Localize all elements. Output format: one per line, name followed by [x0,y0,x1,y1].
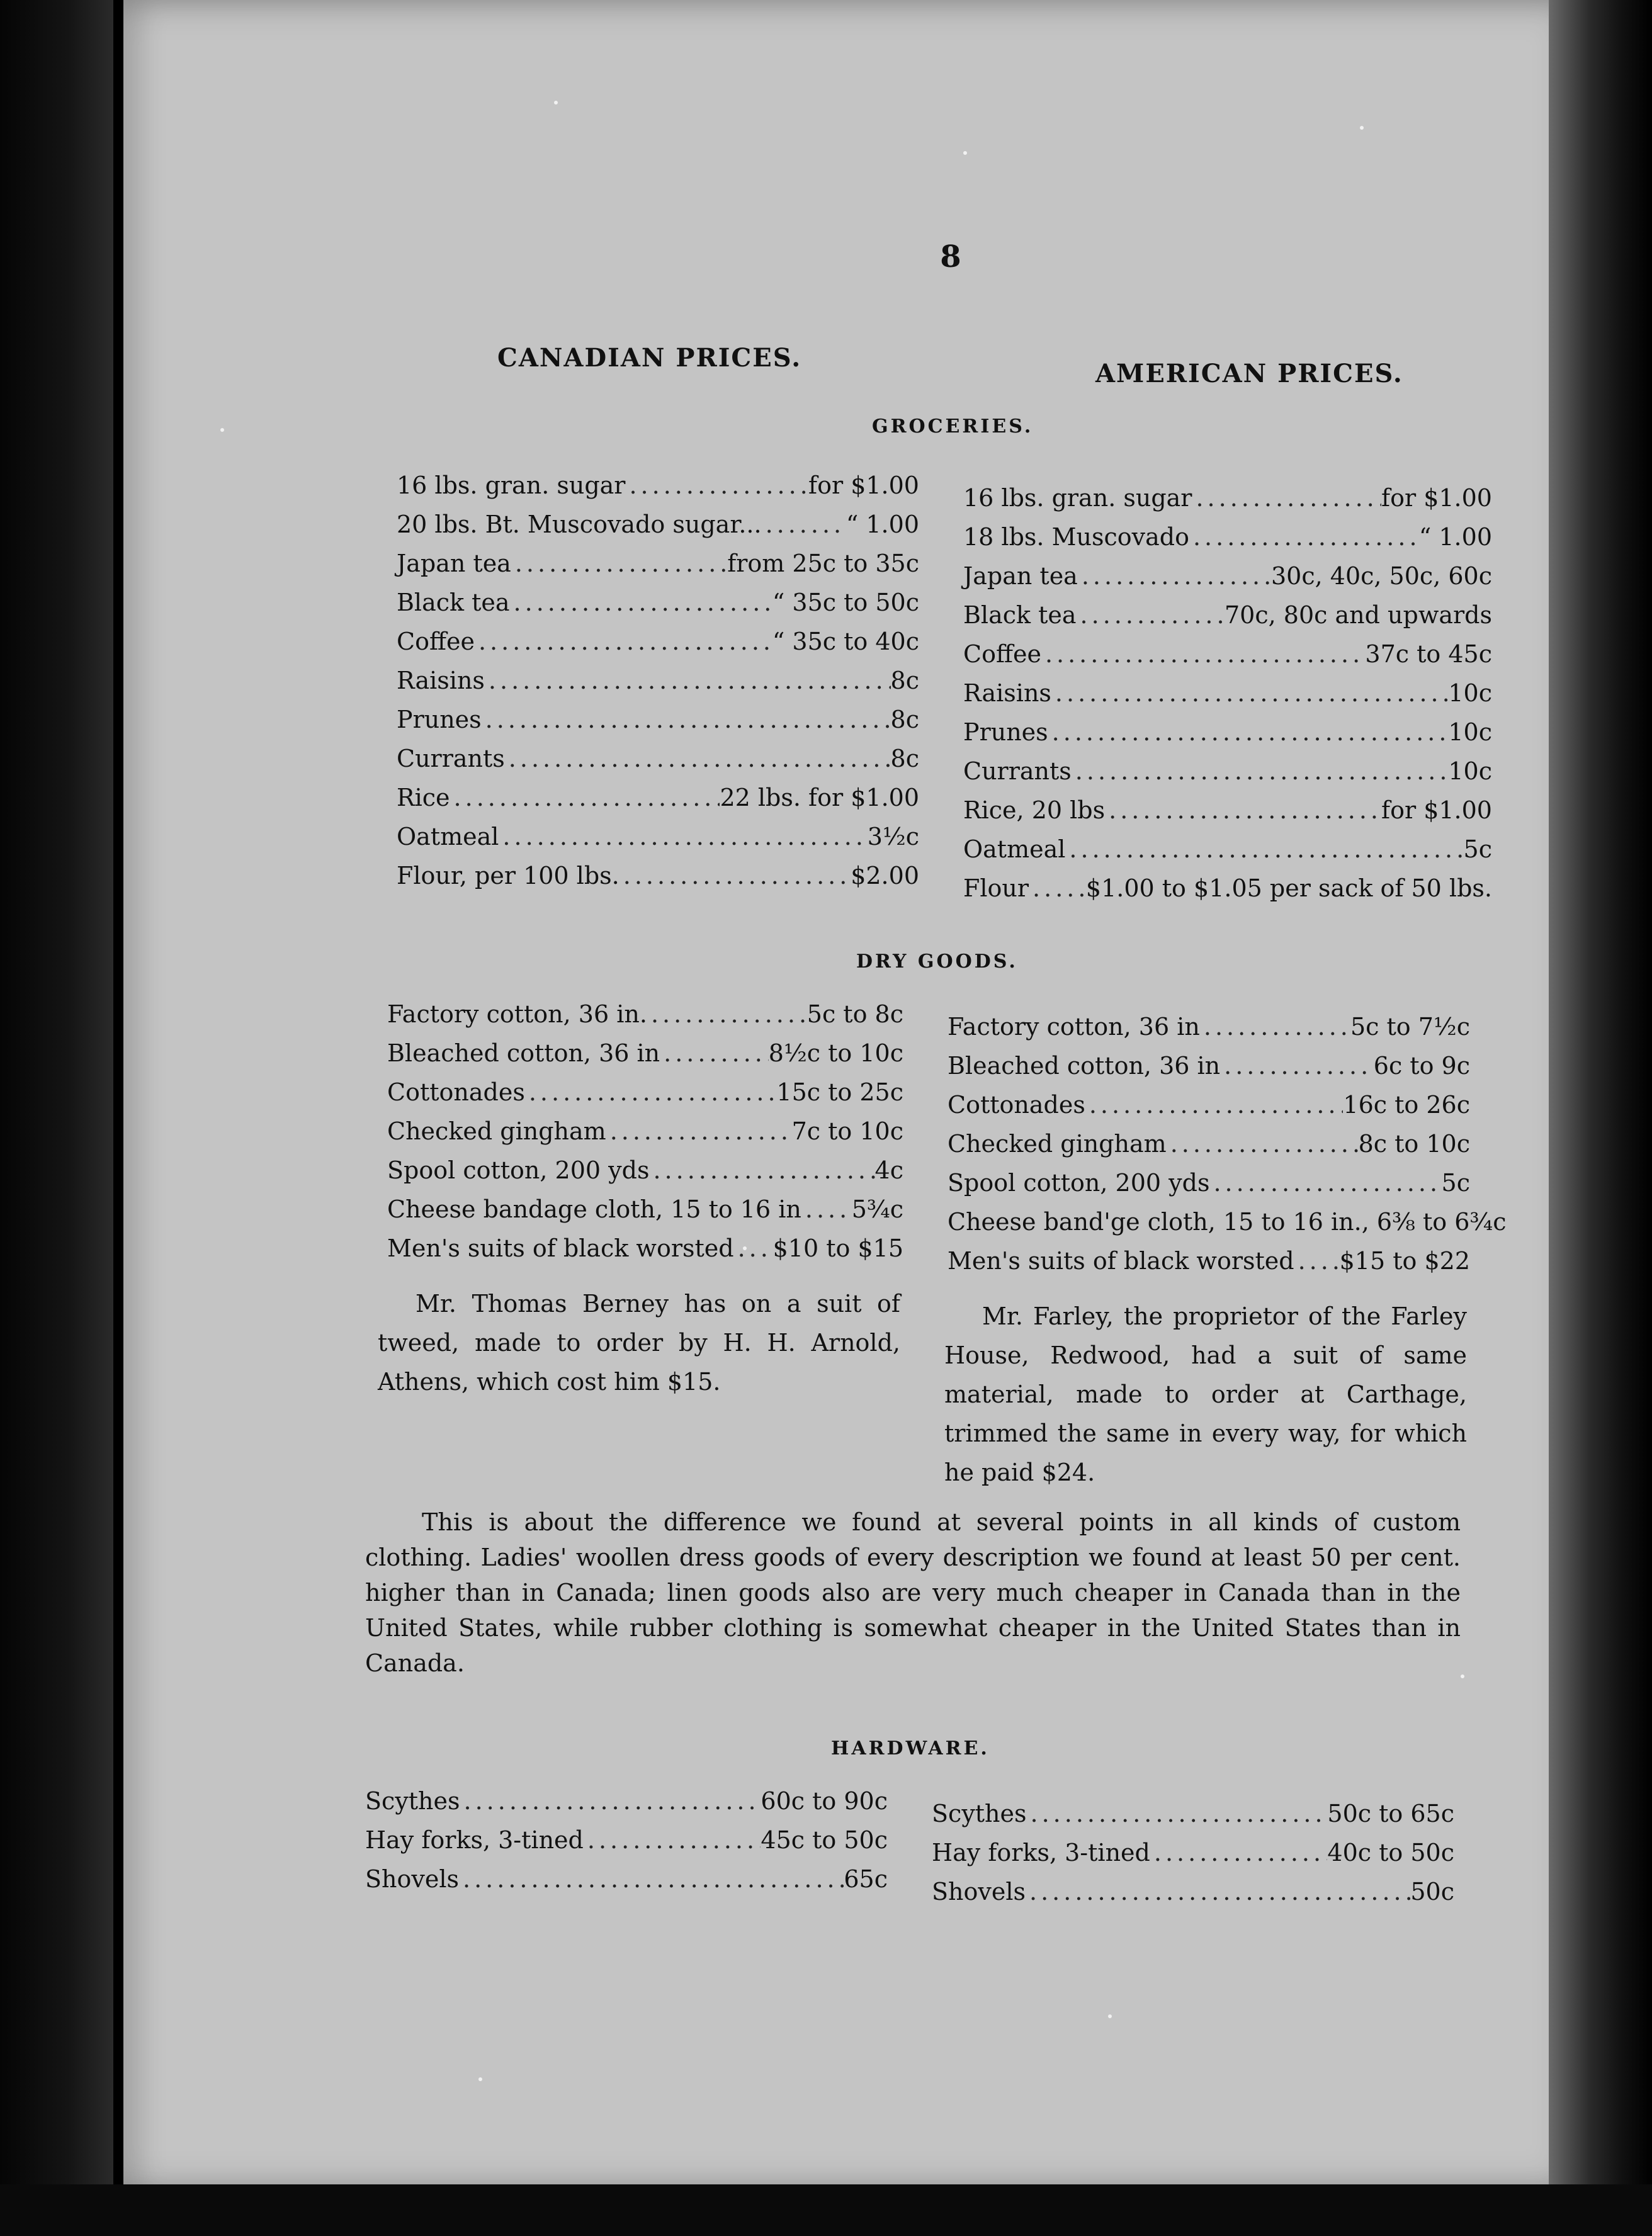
item-label: Rice, 20 lbs [963,796,1106,824]
grocery-row-american [963,869,1492,908]
item-label: Cottonades [948,1091,1085,1119]
item-price: 10c [1448,757,1492,785]
item-label: Spool cotton, 200 yds [387,1156,650,1184]
item-label: Scythes [365,1787,460,1815]
dry-goods-row-canadian [387,1112,903,1151]
item-price: 16c to 26c [1343,1091,1470,1119]
dot-leader [1078,556,1271,596]
item-label: Currants [963,757,1072,785]
item-label: Men's suits of black worsted [948,1247,1294,1275]
item-price: for $1.00 [1381,484,1492,512]
item-price: 5¾c [851,1195,903,1223]
dot-leader [525,1073,777,1112]
item-label: Checked gingham [948,1130,1167,1158]
dot-leader [1085,1085,1344,1124]
grocery-row-american [963,752,1492,791]
dot-leader [620,856,851,895]
item-price: 6c to 9c [1373,1052,1470,1080]
dot-leader [1220,1046,1374,1085]
item-label: Factory cotton, 36 in [948,1013,1200,1041]
dry-goods-row-american [948,1241,1470,1280]
dot-leader [734,1229,773,1268]
hardware-heading: HARDWARE. [831,1737,990,1759]
dot-leader [801,1190,852,1229]
grocery-row-american [963,713,1492,752]
dot-leader [1072,752,1449,791]
item-label: Black tea [397,589,510,616]
item-price: $1.00 to $1.05 per sack of 50 lbs. [1085,874,1492,902]
grocery-row-canadian [397,778,919,817]
dry-goods-row-canadian [387,1229,903,1268]
dot-leader [510,583,772,622]
dot-leader [1200,1007,1350,1046]
item-price: “ 35c to 40c [772,628,919,655]
item-price: 5c [1463,835,1492,863]
item-price: 60c to 90c [761,1787,888,1815]
item-price: $15 to $22 [1339,1247,1470,1275]
dot-leader [482,700,891,739]
item-label: Japan tea [397,550,511,577]
canadian-suit-note: Mr. Thomas Berney has on a suit of tweed, made to order by H. H. Arnold, Athens, which cost him $15. [378,1290,900,1396]
dust-speck [963,151,967,155]
item-label: Rice [397,784,450,811]
dot-leader [1105,791,1381,830]
dot-leader [762,505,846,544]
dot-leader [505,739,891,778]
hardware-row-american [932,1833,1454,1872]
item-price: 8c to 10c [1358,1130,1470,1158]
dry-goods-row-american [948,1202,1507,1241]
item-label: Shovels [932,1878,1026,1906]
item-price: for $1.00 [808,471,919,499]
item-label: Scythes [932,1800,1027,1827]
grocery-row-american [963,791,1492,830]
item-label: Bleached cotton, 36 in [387,1039,660,1067]
item-price: 10c [1448,718,1492,746]
dust-speck [1461,1674,1464,1678]
dust-speck [1360,126,1364,130]
item-price: $10 to $15 [772,1234,903,1262]
page-number: 8 [940,239,961,274]
item-price: from 25c to 35c [727,550,919,577]
item-price: 50c to 65c [1327,1800,1454,1827]
dot-leader [1189,517,1419,556]
item-price: 5c to 8c [806,1000,903,1028]
item-label: Men's suits of black worsted [387,1234,734,1262]
grocery-row-canadian [397,583,919,622]
dot-leader [450,778,720,817]
item-label: Currants [397,745,505,772]
dry-goods-american-list [948,1007,1507,1280]
scan-left-margin [0,0,113,2236]
dry-goods-row-canadian [387,1073,903,1112]
dot-leader [485,661,891,700]
item-price: “ 35c to 50c [772,589,919,616]
item-price: “ 1.00 [1418,523,1492,551]
grocery-row-canadian [397,505,919,544]
grocery-row-american [963,674,1492,713]
american-suit-note: Mr. Farley, the proprietor of the Farley House, Redwood, had a suit of same material, made to order at Carthage, trimmed the same in every way, for which he paid $24. [944,1302,1467,1486]
grocery-row-american [963,830,1492,869]
item-label: Spool cotton, 200 yds [948,1169,1210,1197]
item-label: 18 lbs. Muscovado [963,523,1189,551]
item-label: Flour, per 100 lbs. [397,862,620,889]
grocery-row-canadian [397,466,919,505]
hardware-row-canadian [365,1860,888,1899]
hardware-row-canadian [365,1781,888,1821]
hardware-row-canadian [365,1821,888,1860]
dry-goods-heading: DRY GOODS. [856,951,1018,973]
dot-leader [1029,869,1086,908]
grocery-row-canadian [397,739,919,778]
dot-leader [1041,635,1365,674]
dry-goods-row-canadian [387,995,903,1034]
item-price: 10c [1448,679,1492,707]
grocery-row-american [963,596,1492,635]
dry-goods-row-american [948,1046,1470,1085]
dot-leader [647,995,807,1034]
dry-goods-row-american [948,1007,1470,1046]
groceries-canadian-list [397,466,919,895]
dot-leader [1209,1163,1441,1202]
dry-goods-row-american [948,1163,1470,1202]
item-price: 8c [890,667,919,694]
dot-leader [660,1034,769,1073]
item-label: Oatmeal [963,835,1066,863]
item-label: Prunes [397,706,482,733]
dot-leader [584,1821,761,1860]
dot-leader [1027,1794,1328,1833]
item-label: Raisins [397,667,485,694]
dot-leader [1051,674,1448,713]
item-price: 7c to 10c [791,1117,903,1145]
item-label: Coffee [963,640,1041,668]
item-price: 50c [1410,1878,1454,1906]
dot-leader [606,1112,792,1151]
grocery-row-american [963,478,1492,517]
item-label: Checked gingham [387,1117,606,1145]
item-label: Oatmeal [397,823,499,850]
item-price: for $1.00 [1381,796,1492,824]
grocery-row-canadian [397,817,919,856]
dry-goods-canadian-list [387,995,903,1268]
item-price: 37c to 45c [1365,640,1492,668]
grocery-row-american [963,635,1492,674]
canadian-prices-heading: CANADIAN PRICES. [497,343,802,373]
item-label: 20 lbs. Bt. Muscovado sugar... [397,511,762,538]
dry-goods-row-canadian [387,1190,903,1229]
dot-leader [459,1860,844,1899]
dry-goods-row-canadian [387,1151,903,1190]
item-price: 65c [844,1865,888,1893]
hardware-canadian-list [365,1781,888,1899]
hardware-row-american [932,1872,1454,1911]
dot-leader [1065,830,1463,869]
item-label: Flour [963,874,1029,902]
item-price: 8c [890,745,919,772]
dot-leader [1167,1124,1359,1163]
grocery-row-canadian [397,622,919,661]
grocery-row-canadian [397,544,919,583]
dust-speck [554,101,558,104]
dry-goods-row-american [948,1124,1470,1163]
dot-leader [1294,1241,1340,1280]
item-price: 30c, 40c, 50c, 60c [1270,562,1492,590]
grocery-row-canadian [397,661,919,700]
item-price: 5c [1441,1169,1470,1197]
item-label: Cheese band'ge cloth, 15 to 16 in., 6⅜ to 6¾c [948,1208,1507,1236]
dot-leader [1150,1833,1328,1872]
item-price: 15c to 25c [776,1078,903,1106]
dot-leader [1192,478,1381,517]
item-label: Coffee [397,628,475,655]
item-label: Japan tea [963,562,1078,590]
item-price: 4c [874,1156,903,1184]
dust-speck [478,2077,482,2081]
grocery-row-canadian [397,856,919,895]
item-price: 8c [890,706,919,733]
item-label: Shovels [365,1865,459,1893]
scan-bottom-edge [0,2184,1652,2236]
item-label: Hay forks, 3-tined [932,1839,1150,1866]
item-price: $2.00 [851,862,919,889]
dot-leader [1048,713,1449,752]
clothing-summary-paragraph: This is about the difference we found at several points in all kinds of custom clothing. Ladies' woollen dress goods of every description we found at least 50 per cent. higher than in Canada; linen goods also are very much cheaper in Canada than in the United States, while rubber clothing is somewhat cheaper in the United States than in Canada. [365,1508,1461,1677]
dot-leader [1026,1872,1410,1911]
item-label: Hay forks, 3-tined [365,1826,584,1854]
dot-leader [460,1781,761,1821]
item-price: 45c to 50c [761,1826,888,1854]
dot-leader [511,544,727,583]
item-label: Black tea [963,601,1077,629]
item-label: Raisins [963,679,1051,707]
item-label: Bleached cotton, 36 in [948,1052,1221,1080]
item-label: 16 lbs. gran. sugar [963,484,1192,512]
dot-leader [649,1151,874,1190]
scan-right-shadow [1549,0,1652,2236]
item-price: 5c to 7½c [1350,1013,1470,1041]
item-price: “ 1.00 [846,511,919,538]
dry-goods-row-canadian [387,1034,903,1073]
groceries-heading: GROCERIES. [872,415,1034,438]
item-price: 8½c to 10c [768,1039,903,1067]
dot-leader [475,622,772,661]
grocery-row-american [963,556,1492,596]
dry-goods-row-american [948,1085,1470,1124]
item-price: 40c to 50c [1327,1839,1454,1866]
dot-leader [499,817,867,856]
hardware-american-list [932,1794,1454,1911]
dot-leader [1077,596,1225,635]
grocery-row-canadian [397,700,919,739]
item-label: Factory cotton, 36 in. [387,1000,647,1028]
hardware-row-american [932,1794,1454,1833]
item-price: 3½c [867,823,919,850]
dot-leader [625,466,808,505]
item-label: Cheese bandage cloth, 15 to 16 in [387,1195,801,1223]
item-label: 16 lbs. gran. sugar [397,471,626,499]
grocery-row-american [963,517,1492,556]
american-prices-heading: AMERICAN PRICES. [1095,359,1403,388]
dust-speck [1108,2014,1112,2018]
item-price: 70c, 80c and upwards [1224,601,1492,629]
dust-speck [220,428,224,432]
groceries-american-list [963,478,1492,908]
item-label: Cottonades [387,1078,525,1106]
item-price: 22 lbs. for $1.00 [720,784,919,811]
item-label: Prunes [963,718,1048,746]
